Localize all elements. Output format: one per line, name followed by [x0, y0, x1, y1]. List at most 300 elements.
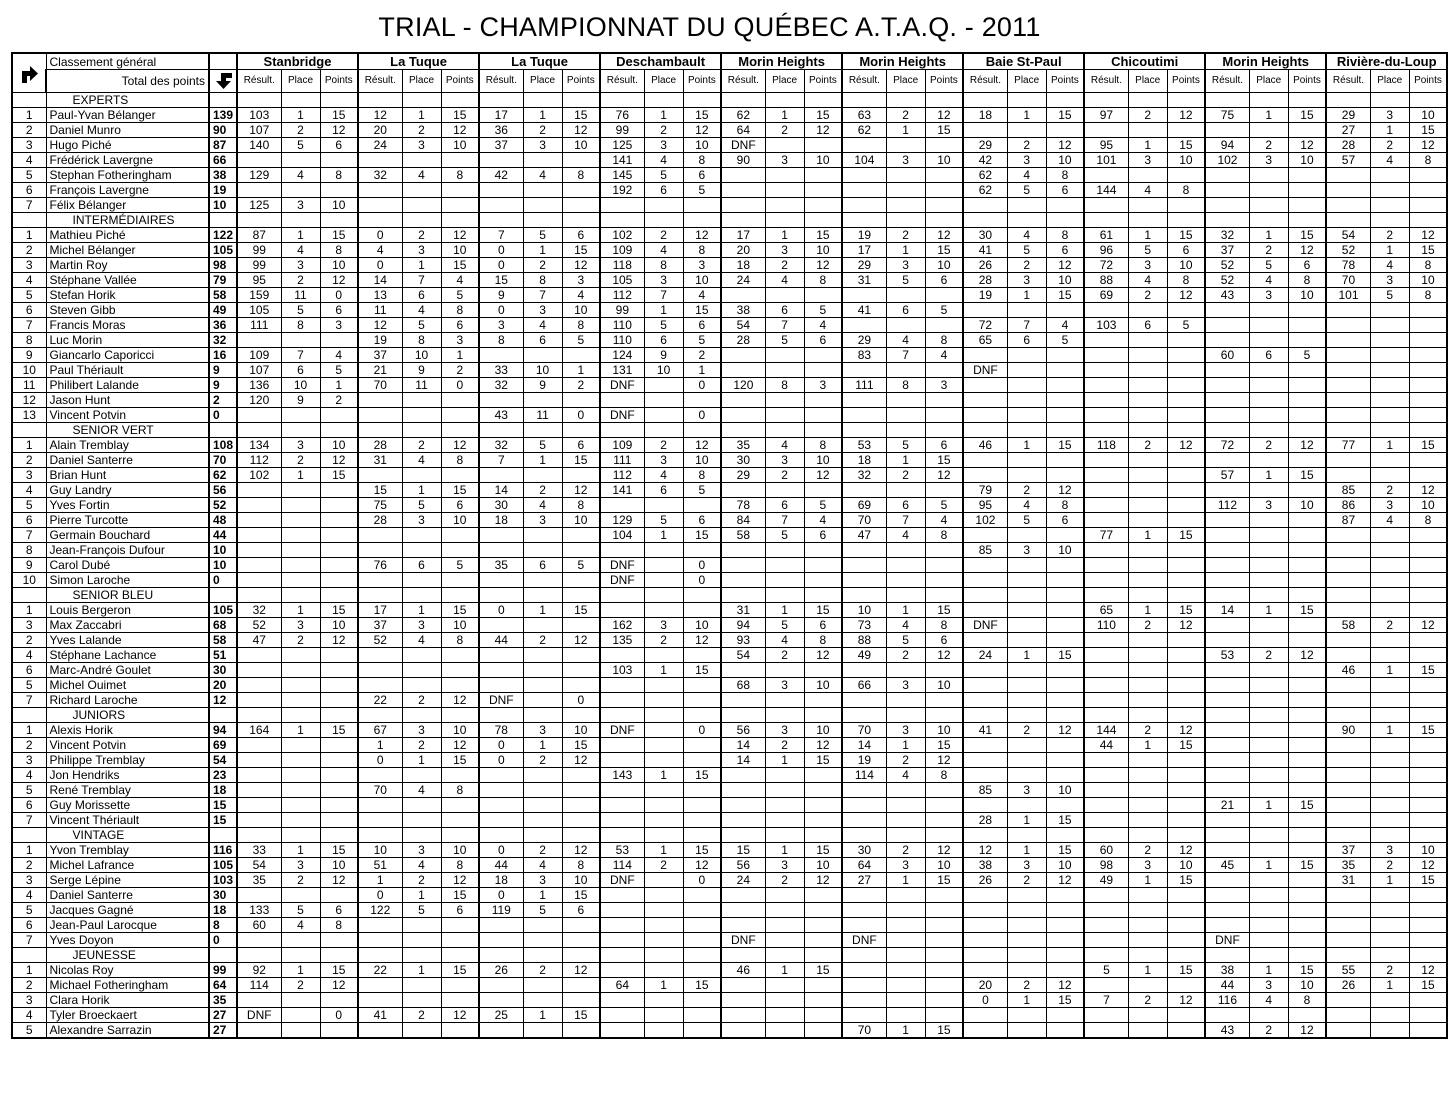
- category-row: [12, 948, 1447, 963]
- result-cell: [886, 363, 925, 378]
- result-cell: 10: [441, 513, 479, 528]
- result-cell: [1409, 753, 1447, 768]
- result-cell: [600, 693, 644, 708]
- result-cell: [1084, 168, 1128, 183]
- result-cell: [1288, 618, 1326, 633]
- result-cell: 4: [562, 288, 600, 303]
- result-cell: [237, 333, 281, 348]
- empty-cell: [765, 588, 804, 603]
- result-cell: [1370, 303, 1409, 318]
- result-cell: 64: [600, 978, 644, 993]
- sub-header: Place: [886, 70, 925, 93]
- result-cell: [402, 663, 441, 678]
- result-cell: 1: [1128, 738, 1167, 753]
- result-cell: [644, 873, 683, 888]
- result-cell: 28: [963, 813, 1007, 828]
- result-cell: 5: [1046, 333, 1084, 348]
- result-cell: [683, 933, 721, 948]
- result-cell: 7: [765, 318, 804, 333]
- sub-header: Points: [925, 70, 963, 93]
- result-cell: [1370, 408, 1409, 423]
- empty-cell: [842, 213, 886, 228]
- rider-name: François Lavergne: [46, 183, 209, 198]
- result-cell: 12: [1046, 978, 1084, 993]
- result-cell: [644, 543, 683, 558]
- result-cell: 5: [281, 903, 320, 918]
- result-cell: 13: [358, 288, 402, 303]
- result-cell: 4: [1370, 258, 1409, 273]
- result-cell: 2: [1370, 858, 1409, 873]
- result-cell: 4: [402, 783, 441, 798]
- total-points: 116: [209, 843, 237, 858]
- result-cell: [1326, 333, 1370, 348]
- result-cell: [1128, 498, 1167, 513]
- result-cell: 4: [765, 633, 804, 648]
- result-cell: [1288, 843, 1326, 858]
- result-cell: [1128, 678, 1167, 693]
- result-cell: [237, 183, 281, 198]
- rider-name: Stéphane Vallée: [46, 273, 209, 288]
- result-cell: 0: [441, 378, 479, 393]
- result-cell: 0: [562, 693, 600, 708]
- result-cell: 5: [523, 438, 562, 453]
- result-cell: [1007, 633, 1046, 648]
- result-cell: 79: [963, 483, 1007, 498]
- result-cell: [281, 933, 320, 948]
- result-cell: 1: [644, 663, 683, 678]
- result-cell: 64: [842, 858, 886, 873]
- result-cell: 4: [441, 273, 479, 288]
- result-cell: [804, 768, 842, 783]
- result-cell: 18: [479, 873, 523, 888]
- result-cell: [765, 693, 804, 708]
- result-cell: [441, 993, 479, 1008]
- result-cell: [963, 558, 1007, 573]
- result-cell: [1326, 558, 1370, 573]
- rider-name: Michael Fotheringham: [46, 978, 209, 993]
- result-cell: [765, 168, 804, 183]
- result-cell: 3: [886, 258, 925, 273]
- result-cell: [1205, 378, 1249, 393]
- empty-cell: [358, 948, 402, 963]
- table-row: [12, 858, 1447, 873]
- result-cell: 3: [644, 453, 683, 468]
- result-cell: 1: [523, 108, 562, 123]
- empty-cell: [1370, 423, 1409, 438]
- empty-cell: [523, 423, 562, 438]
- result-cell: 10: [925, 858, 963, 873]
- result-cell: [1046, 618, 1084, 633]
- result-cell: [1084, 123, 1128, 138]
- result-cell: 3: [281, 198, 320, 213]
- empty-cell: [479, 588, 523, 603]
- table-row: [12, 453, 1447, 468]
- result-cell: 78: [721, 498, 765, 513]
- empty-cell: [1167, 213, 1205, 228]
- result-cell: DNF: [600, 723, 644, 738]
- result-cell: [237, 783, 281, 798]
- result-cell: 1: [1370, 873, 1409, 888]
- result-cell: [925, 288, 963, 303]
- venue-header: La Tuque: [358, 53, 479, 70]
- table-row: [12, 918, 1447, 933]
- result-cell: [1084, 693, 1128, 708]
- result-cell: [683, 903, 721, 918]
- result-cell: 15: [925, 453, 963, 468]
- result-cell: DNF: [237, 1008, 281, 1023]
- result-cell: [1288, 918, 1326, 933]
- table-row: [12, 363, 1447, 378]
- result-cell: 4: [402, 168, 441, 183]
- result-cell: 2: [765, 258, 804, 273]
- result-cell: 1: [765, 843, 804, 858]
- result-cell: 12: [562, 753, 600, 768]
- result-cell: 2: [1128, 288, 1167, 303]
- result-cell: 5: [1167, 318, 1205, 333]
- result-cell: 15: [1046, 108, 1084, 123]
- result-cell: 109: [237, 348, 281, 363]
- sub-header: Place: [1370, 70, 1409, 93]
- result-cell: [1326, 903, 1370, 918]
- result-cell: [1046, 933, 1084, 948]
- result-cell: [1205, 723, 1249, 738]
- result-cell: [1249, 513, 1288, 528]
- result-cell: [358, 648, 402, 663]
- result-cell: 6: [320, 303, 358, 318]
- empty-cell: [644, 708, 683, 723]
- rider-name: Tyler Broeckaert: [46, 1008, 209, 1023]
- empty-cell: [237, 93, 281, 108]
- empty-cell: [1084, 828, 1128, 843]
- result-cell: [1249, 738, 1288, 753]
- result-cell: 2: [281, 453, 320, 468]
- result-cell: 15: [562, 453, 600, 468]
- result-cell: [1370, 333, 1409, 348]
- category-label: JUNIORS: [46, 708, 209, 723]
- total-points: 0: [209, 408, 237, 423]
- turn-right-arrow-icon: [18, 62, 40, 84]
- rank-cell: 13: [12, 408, 46, 423]
- result-cell: 1: [281, 228, 320, 243]
- result-cell: [683, 753, 721, 768]
- result-cell: 122: [358, 903, 402, 918]
- table-row: [12, 498, 1447, 513]
- result-cell: 6: [644, 183, 683, 198]
- result-cell: [1007, 198, 1046, 213]
- result-cell: [1409, 888, 1447, 903]
- result-cell: 95: [963, 498, 1007, 513]
- result-cell: 10: [1288, 153, 1326, 168]
- empty-cell: [886, 828, 925, 843]
- result-cell: [1007, 363, 1046, 378]
- result-cell: [441, 918, 479, 933]
- result-cell: 8: [441, 783, 479, 798]
- empty-cell: [842, 93, 886, 108]
- result-cell: [281, 483, 320, 498]
- result-cell: 96: [1084, 243, 1128, 258]
- table-row: [12, 243, 1447, 258]
- result-cell: 3: [1007, 543, 1046, 558]
- result-cell: 10: [1409, 498, 1447, 513]
- result-cell: 162: [600, 618, 644, 633]
- sub-header: Points: [320, 70, 358, 93]
- result-cell: 3: [402, 618, 441, 633]
- result-cell: [1370, 558, 1409, 573]
- result-cell: [842, 543, 886, 558]
- result-cell: 3: [886, 153, 925, 168]
- result-cell: 15: [441, 483, 479, 498]
- result-cell: [1326, 573, 1370, 588]
- empty-cell: [683, 828, 721, 843]
- result-cell: 10: [441, 243, 479, 258]
- result-cell: 12: [683, 438, 721, 453]
- result-cell: [925, 483, 963, 498]
- result-cell: 2: [1370, 618, 1409, 633]
- result-cell: [281, 408, 320, 423]
- result-cell: 4: [804, 513, 842, 528]
- result-cell: 0: [683, 558, 721, 573]
- result-cell: 8: [320, 243, 358, 258]
- result-cell: [320, 738, 358, 753]
- result-cell: 104: [842, 153, 886, 168]
- rank-cell: 5: [12, 288, 46, 303]
- result-cell: [358, 993, 402, 1008]
- table-row: [12, 438, 1447, 453]
- result-cell: 18: [479, 513, 523, 528]
- result-cell: [237, 933, 281, 948]
- result-cell: 2: [886, 753, 925, 768]
- result-cell: [644, 648, 683, 663]
- result-cell: 104: [600, 528, 644, 543]
- result-cell: 84: [721, 513, 765, 528]
- result-cell: 1: [1370, 438, 1409, 453]
- result-cell: [1288, 888, 1326, 903]
- result-cell: [600, 963, 644, 978]
- result-cell: [523, 348, 562, 363]
- result-cell: 6: [1167, 243, 1205, 258]
- result-cell: [644, 738, 683, 753]
- result-cell: 1: [1007, 288, 1046, 303]
- result-cell: 30: [479, 498, 523, 513]
- empty-cell: [1084, 708, 1128, 723]
- result-cell: 0: [683, 408, 721, 423]
- result-cell: 3: [1007, 858, 1046, 873]
- result-cell: 8: [804, 633, 842, 648]
- table-row: [12, 288, 1447, 303]
- result-cell: [1249, 198, 1288, 213]
- result-cell: [281, 813, 320, 828]
- empty-cell: [925, 213, 963, 228]
- result-cell: [1084, 978, 1128, 993]
- result-cell: 10: [441, 843, 479, 858]
- sub-header: Résult.: [479, 70, 523, 93]
- result-cell: [402, 408, 441, 423]
- result-cell: 4: [683, 288, 721, 303]
- result-cell: 4: [281, 168, 320, 183]
- total-points: 103: [209, 873, 237, 888]
- result-cell: [1167, 1023, 1205, 1039]
- result-cell: [1288, 198, 1326, 213]
- result-cell: 3: [1249, 978, 1288, 993]
- result-cell: [842, 183, 886, 198]
- total-points: 108: [209, 438, 237, 453]
- result-cell: 2: [1370, 228, 1409, 243]
- result-cell: [1409, 453, 1447, 468]
- result-cell: [479, 543, 523, 558]
- result-cell: 141: [600, 483, 644, 498]
- result-cell: [523, 693, 562, 708]
- result-cell: 5: [562, 558, 600, 573]
- empty-cell: [562, 93, 600, 108]
- empty-cell: [402, 588, 441, 603]
- result-cell: 3: [1370, 843, 1409, 858]
- result-cell: 12: [562, 483, 600, 498]
- empty-cell: [644, 423, 683, 438]
- result-cell: [1249, 378, 1288, 393]
- result-cell: [1007, 888, 1046, 903]
- rider-name: Yves Lalande: [46, 633, 209, 648]
- result-cell: 2: [281, 273, 320, 288]
- result-cell: [237, 993, 281, 1008]
- result-cell: [237, 153, 281, 168]
- empty-cell: [683, 213, 721, 228]
- result-cell: 8: [402, 333, 441, 348]
- empty-cell: [1046, 93, 1084, 108]
- rank-cell: 10: [12, 363, 46, 378]
- result-cell: 30: [842, 843, 886, 858]
- result-cell: 1: [1007, 813, 1046, 828]
- rider-name: Michel Bélanger: [46, 243, 209, 258]
- result-cell: [1128, 633, 1167, 648]
- total-points: 36: [209, 318, 237, 333]
- result-cell: 3: [1370, 108, 1409, 123]
- result-cell: [237, 1023, 281, 1039]
- result-cell: 62: [842, 123, 886, 138]
- empty-cell: [925, 423, 963, 438]
- empty-cell: [237, 423, 281, 438]
- result-cell: 2: [1007, 138, 1046, 153]
- result-cell: [925, 918, 963, 933]
- result-cell: 124: [600, 348, 644, 363]
- result-cell: [1205, 408, 1249, 423]
- result-cell: [523, 783, 562, 798]
- empty-cell: [320, 213, 358, 228]
- result-cell: [963, 888, 1007, 903]
- turn-down-arrow-icon: [212, 70, 234, 92]
- result-cell: 10: [1046, 543, 1084, 558]
- result-cell: 2: [1249, 438, 1288, 453]
- result-cell: 15: [1167, 228, 1205, 243]
- empty-cell: [683, 588, 721, 603]
- rider-name: Clara Horik: [46, 993, 209, 1008]
- result-cell: 6: [441, 318, 479, 333]
- empty-cell: [765, 948, 804, 963]
- empty-cell: [683, 708, 721, 723]
- total-points: 52: [209, 498, 237, 513]
- empty-cell: [1288, 588, 1326, 603]
- table-row: [12, 168, 1447, 183]
- result-cell: [1046, 663, 1084, 678]
- result-cell: 6: [402, 288, 441, 303]
- result-cell: 30: [721, 453, 765, 468]
- result-cell: 41: [963, 723, 1007, 738]
- result-cell: [523, 543, 562, 558]
- result-cell: 4: [320, 348, 358, 363]
- result-cell: [1370, 528, 1409, 543]
- result-cell: [1409, 603, 1447, 618]
- result-cell: 14: [479, 483, 523, 498]
- result-cell: [1128, 1008, 1167, 1023]
- result-cell: [1205, 318, 1249, 333]
- rider-name: Steven Gibb: [46, 303, 209, 318]
- result-cell: [1409, 1008, 1447, 1023]
- result-cell: 19: [842, 753, 886, 768]
- result-cell: 10: [281, 378, 320, 393]
- result-cell: [402, 393, 441, 408]
- result-cell: 112: [600, 288, 644, 303]
- result-cell: 5: [402, 498, 441, 513]
- result-cell: [320, 693, 358, 708]
- result-cell: [523, 813, 562, 828]
- result-cell: 99: [600, 123, 644, 138]
- table-row: [12, 153, 1447, 168]
- empty-cell: [281, 708, 320, 723]
- result-cell: [644, 678, 683, 693]
- result-cell: [600, 888, 644, 903]
- result-cell: [963, 1023, 1007, 1039]
- empty-cell: [1167, 588, 1205, 603]
- result-cell: [1046, 903, 1084, 918]
- result-cell: [523, 1023, 562, 1039]
- result-cell: 8: [1288, 273, 1326, 288]
- result-cell: [925, 543, 963, 558]
- result-cell: [320, 648, 358, 663]
- result-cell: 17: [721, 228, 765, 243]
- result-cell: 1: [765, 753, 804, 768]
- result-cell: 15: [925, 1023, 963, 1039]
- result-cell: 8: [1409, 513, 1447, 528]
- result-cell: 3: [1249, 498, 1288, 513]
- result-cell: 12: [358, 318, 402, 333]
- result-cell: 2: [886, 228, 925, 243]
- empty-cell: [441, 828, 479, 843]
- result-cell: 1: [1007, 438, 1046, 453]
- result-cell: 28: [358, 438, 402, 453]
- result-cell: [1167, 483, 1205, 498]
- result-cell: 102: [237, 468, 281, 483]
- result-cell: 31: [842, 273, 886, 288]
- result-cell: [1167, 348, 1205, 363]
- result-cell: 12: [925, 108, 963, 123]
- result-cell: 140: [237, 138, 281, 153]
- empty-cell: [1167, 93, 1205, 108]
- result-cell: [1326, 363, 1370, 378]
- result-cell: [1249, 768, 1288, 783]
- result-cell: 41: [358, 1008, 402, 1023]
- result-cell: [1007, 348, 1046, 363]
- result-cell: 41: [842, 303, 886, 318]
- total-points: 15: [209, 813, 237, 828]
- result-cell: 15: [1046, 438, 1084, 453]
- result-cell: 53: [600, 843, 644, 858]
- result-cell: 53: [1205, 648, 1249, 663]
- result-cell: 15: [479, 273, 523, 288]
- result-cell: 2: [1249, 138, 1288, 153]
- result-cell: [1007, 558, 1046, 573]
- venue-header: Morin Heights: [842, 53, 963, 70]
- result-cell: [683, 648, 721, 663]
- result-cell: [721, 993, 765, 1008]
